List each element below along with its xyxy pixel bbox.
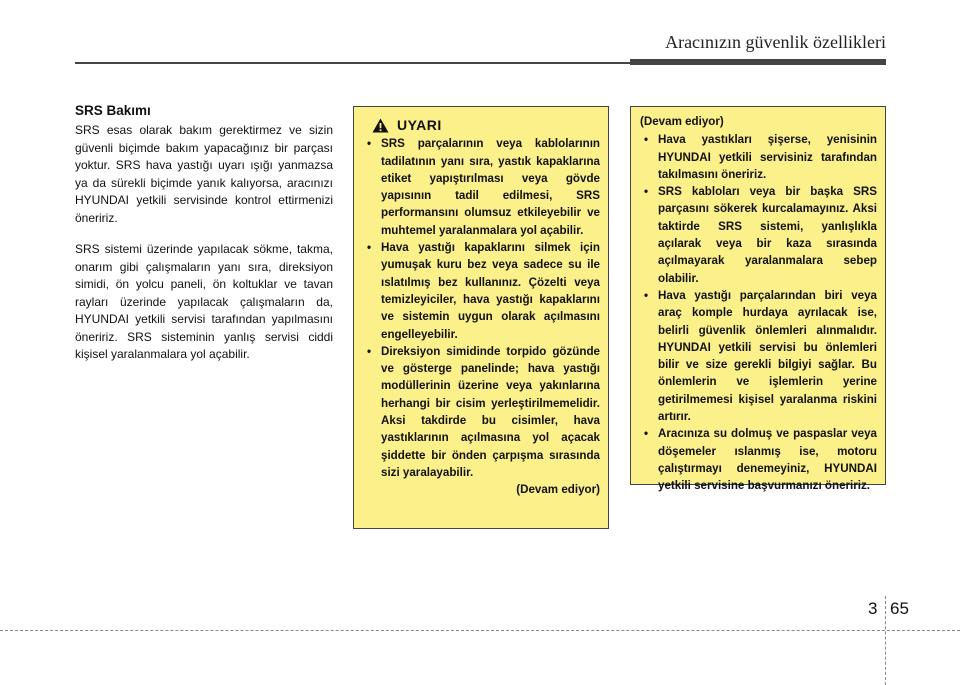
srs-maintenance-section	[75, 103, 333, 378]
list-item: • Hava yastıkları şişerse, yenisinin HYUNDAI yetkili servisiniz tarafından takılmasını öneririz.	[640, 131, 877, 183]
warning-box	[353, 106, 609, 529]
footer-vertical-divider	[885, 596, 886, 685]
warning-triangle-icon	[372, 118, 389, 133]
list-item: • Aracınıza su dolmuş ve paspaslar veya döşemeler ıslanmış ise, motoru çalıştırmayı denemeyiniz, HYUNDAI yetkili servisine başvurmanızı öneririz.	[640, 425, 877, 494]
warning-list	[363, 135, 600, 481]
warning-label: UYARI	[397, 117, 442, 133]
continued-note: (Devam ediyor)	[516, 483, 600, 497]
body-paragraph: SRS sistemi üzerinde yapılacak sökme, takma, onarım gibi çalışmaların yanı sıra, direksiyon simidi, ön yolcu paneli, ön koltuklar ve tavan rayları üzerinde yapılacak çalışmaların da, HYUNDAI yetkili servisi tarafından yapılmasını öneririz. SRS sisteminin yanlış servisi ciddi kişisel yaralanmalara yol açabilir.	[75, 242, 333, 361]
list-item: • SRS kabloları veya bir başka SRS parçasını sökerek kurcalamayınız. Aksi taktirde SRS sistemi, yanlışlıkla açılarak veya bir kaza sırasında açılmayarak yaralanmalara sebep olabilir.	[640, 183, 877, 287]
warning-header	[372, 117, 600, 134]
section-heading: SRS Bakımı	[75, 103, 151, 118]
list-item: • SRS parçalarının veya kablolarının tadilatının yanı sıra, yastık kapaklarına etiket yapıştırılması veya gövde yapısının tadil edilmesi, SRS performansını olumsuz etkileyebilir ve muhtemel yaralanmalara yol açabilir.	[363, 135, 600, 239]
continued-label: (Devam ediyor)	[640, 115, 724, 128]
list-item: • Hava yastığı kapaklarını silmek için yumuşak kuru bez veya sadece su ile ıslatılmış bez kullanınız. Çözelti veya temizleyiciler, hava yastığı kapaklarını ve sistemin uygun olarak açılmasını engelleyebilir.	[363, 239, 600, 343]
continuation-list	[640, 131, 877, 494]
body-paragraph: SRS esas olarak bakım gerektirmez ve sizin güvenli biçimde bakım yapacağınız bir parçası yoktur. SRS hava yastığı uyarı ışığı yanmazsa ya da sürekli biçimde yanık kalıyorsa, aracınızı HYUNDAI yetkili servisinde kontrol ettirmenizi öneririz.	[75, 123, 333, 225]
footer-divider	[0, 630, 960, 631]
list-item: • Direksiyon simidinde torpido gözünde ve gösterge panelinde; hava yastığı modüllerinin üzerine veya yakınlarına herhangi bir cisim yerleştirilmemelidir. Aksi takdirde bu cisimler, hava yastıklarının açılmasına yol açacak şiddette bir önden çarpışma sırasında sizi yaralayabilir.	[363, 343, 600, 481]
list-item: • Hava yastığı parçalarından biri veya araç komple hurdaya ayrılacak ise, belirli güvenlik önlemleri alınmalıdır. HYUNDAI yetkili servisi bu önlemleri bilir ve size gerekli bilgiyi sağlar. Bu önlemlerin ve işlemlerin yerine getirilmemesi kişisel yaralanma riskini artırır.	[640, 287, 877, 425]
page-number: 65	[890, 599, 909, 618]
header-rule	[75, 62, 630, 64]
header-title: Aracınızın güvenlik özellikleri	[665, 32, 886, 52]
header-rule-accent	[630, 59, 886, 65]
warning-continuation-box	[630, 106, 886, 493]
chapter-number: 3	[868, 599, 878, 618]
